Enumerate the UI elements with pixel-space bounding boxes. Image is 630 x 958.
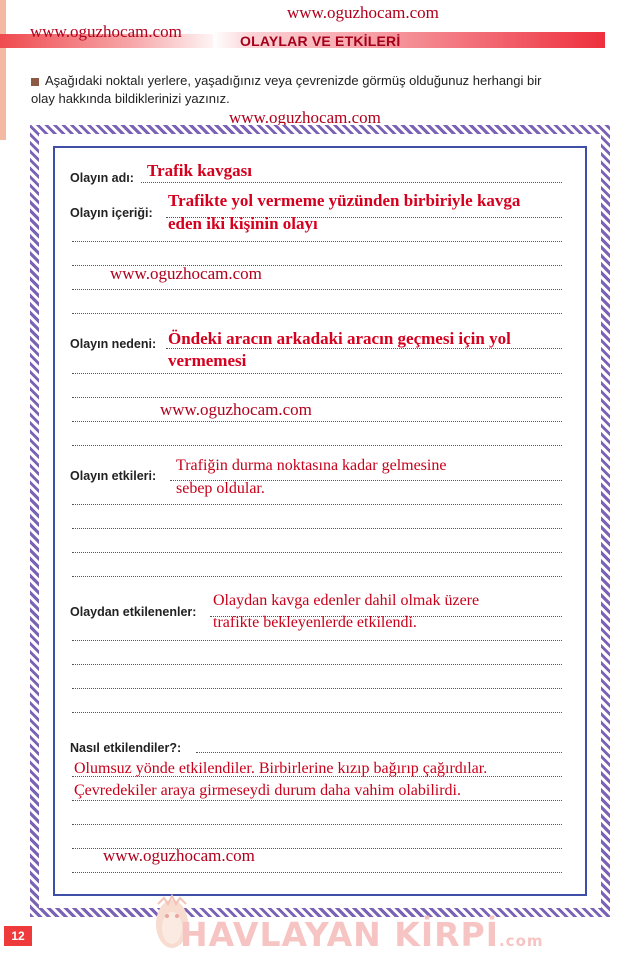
answer-affected-line-1: Olaydan kavga edenler dahil olmak üzere xyxy=(213,592,480,609)
dotted-line xyxy=(72,872,562,873)
label-affected: Olaydan etkilenenler: xyxy=(70,605,197,619)
answer-how-line-2: Çevredekiler araya girmeseydi durum daha vahim olabilirdi. xyxy=(74,782,461,799)
label-how-affected: Nasıl etkilendiler?: xyxy=(70,741,182,755)
dotted-line xyxy=(72,640,562,641)
watermark-content-3: www.oguzhocam.com xyxy=(103,846,255,865)
brand-logo xyxy=(180,915,544,954)
dotted-line xyxy=(72,421,562,422)
dotted-line xyxy=(72,397,562,398)
label-event-content: Olayın içeriği: xyxy=(70,206,153,220)
bullet-square-icon xyxy=(31,78,39,86)
dotted-line xyxy=(72,289,562,290)
page-number: 12 xyxy=(4,926,32,946)
watermark-content-1: www.oguzhocam.com xyxy=(110,264,262,283)
dotted-line xyxy=(72,664,562,665)
dotted-line xyxy=(72,688,562,689)
dotted-line xyxy=(72,776,562,777)
dotted-line xyxy=(72,552,562,553)
instructions xyxy=(31,72,611,108)
brand-logo-suffix: .com xyxy=(498,932,544,950)
dotted-line xyxy=(72,241,562,242)
answer-content-line-1: Trafikte yol vermeme yüzünden birbiriyle kavga xyxy=(168,191,521,210)
page-edge-strip xyxy=(0,0,6,140)
label-event-reason: Olayın nedeni: xyxy=(70,337,157,351)
dotted-line xyxy=(72,313,562,314)
instructions-line-1: Aşağıdaki noktalı yerlere, yaşadığınız veya çevrenizde görmüş olduğunuz herhangi bir xyxy=(45,73,542,88)
answer-how-line-1: Olumsuz yönde etkilendiler. Birbirlerine kızıp bağırıp çağırdılar. xyxy=(74,760,488,777)
brand-logo-text: HAVLAYAN KİRPİ xyxy=(180,915,499,954)
answer-content-line-2: eden iki kişinin olayı xyxy=(168,214,318,233)
label-event-effects: Olayın etkileri: xyxy=(70,469,157,483)
answer-effects-line-2: sebep oldular. xyxy=(176,480,265,497)
dotted-line xyxy=(72,528,562,529)
watermark-header: www.oguzhocam.com xyxy=(30,22,182,41)
watermark-top: www.oguzhocam.com xyxy=(287,3,439,22)
answer-effects-line-1: Trafiğin durma noktasına kadar gelmesine xyxy=(176,457,447,474)
dotted-line xyxy=(72,824,562,825)
dotted-line xyxy=(72,576,562,577)
watermark-instructions: www.oguzhocam.com xyxy=(229,108,381,127)
answer-event-name: Trafik kavgası xyxy=(147,161,253,180)
page-title: OLAYLAR VE ETKİLERİ xyxy=(240,33,401,49)
answer-reason-line-2: vermemesi xyxy=(168,351,247,370)
instructions-line-2: olay hakkında bildiklerinizi yazınız. xyxy=(31,91,230,106)
label-event-name: Olayın adı: xyxy=(70,171,134,185)
dotted-line xyxy=(72,445,562,446)
dotted-line xyxy=(141,182,562,183)
answer-affected-line-2: trafikte bekleyenlerde etkilendi. xyxy=(213,614,417,631)
dotted-line xyxy=(72,800,562,801)
watermark-content-2: www.oguzhocam.com xyxy=(160,400,312,419)
dotted-line xyxy=(72,504,562,505)
dotted-line xyxy=(72,712,562,713)
answer-reason-line-1: Öndeki aracın arkadaki aracın geçmesi için yol xyxy=(168,329,511,348)
dotted-line xyxy=(72,373,562,374)
dotted-line xyxy=(196,752,562,753)
